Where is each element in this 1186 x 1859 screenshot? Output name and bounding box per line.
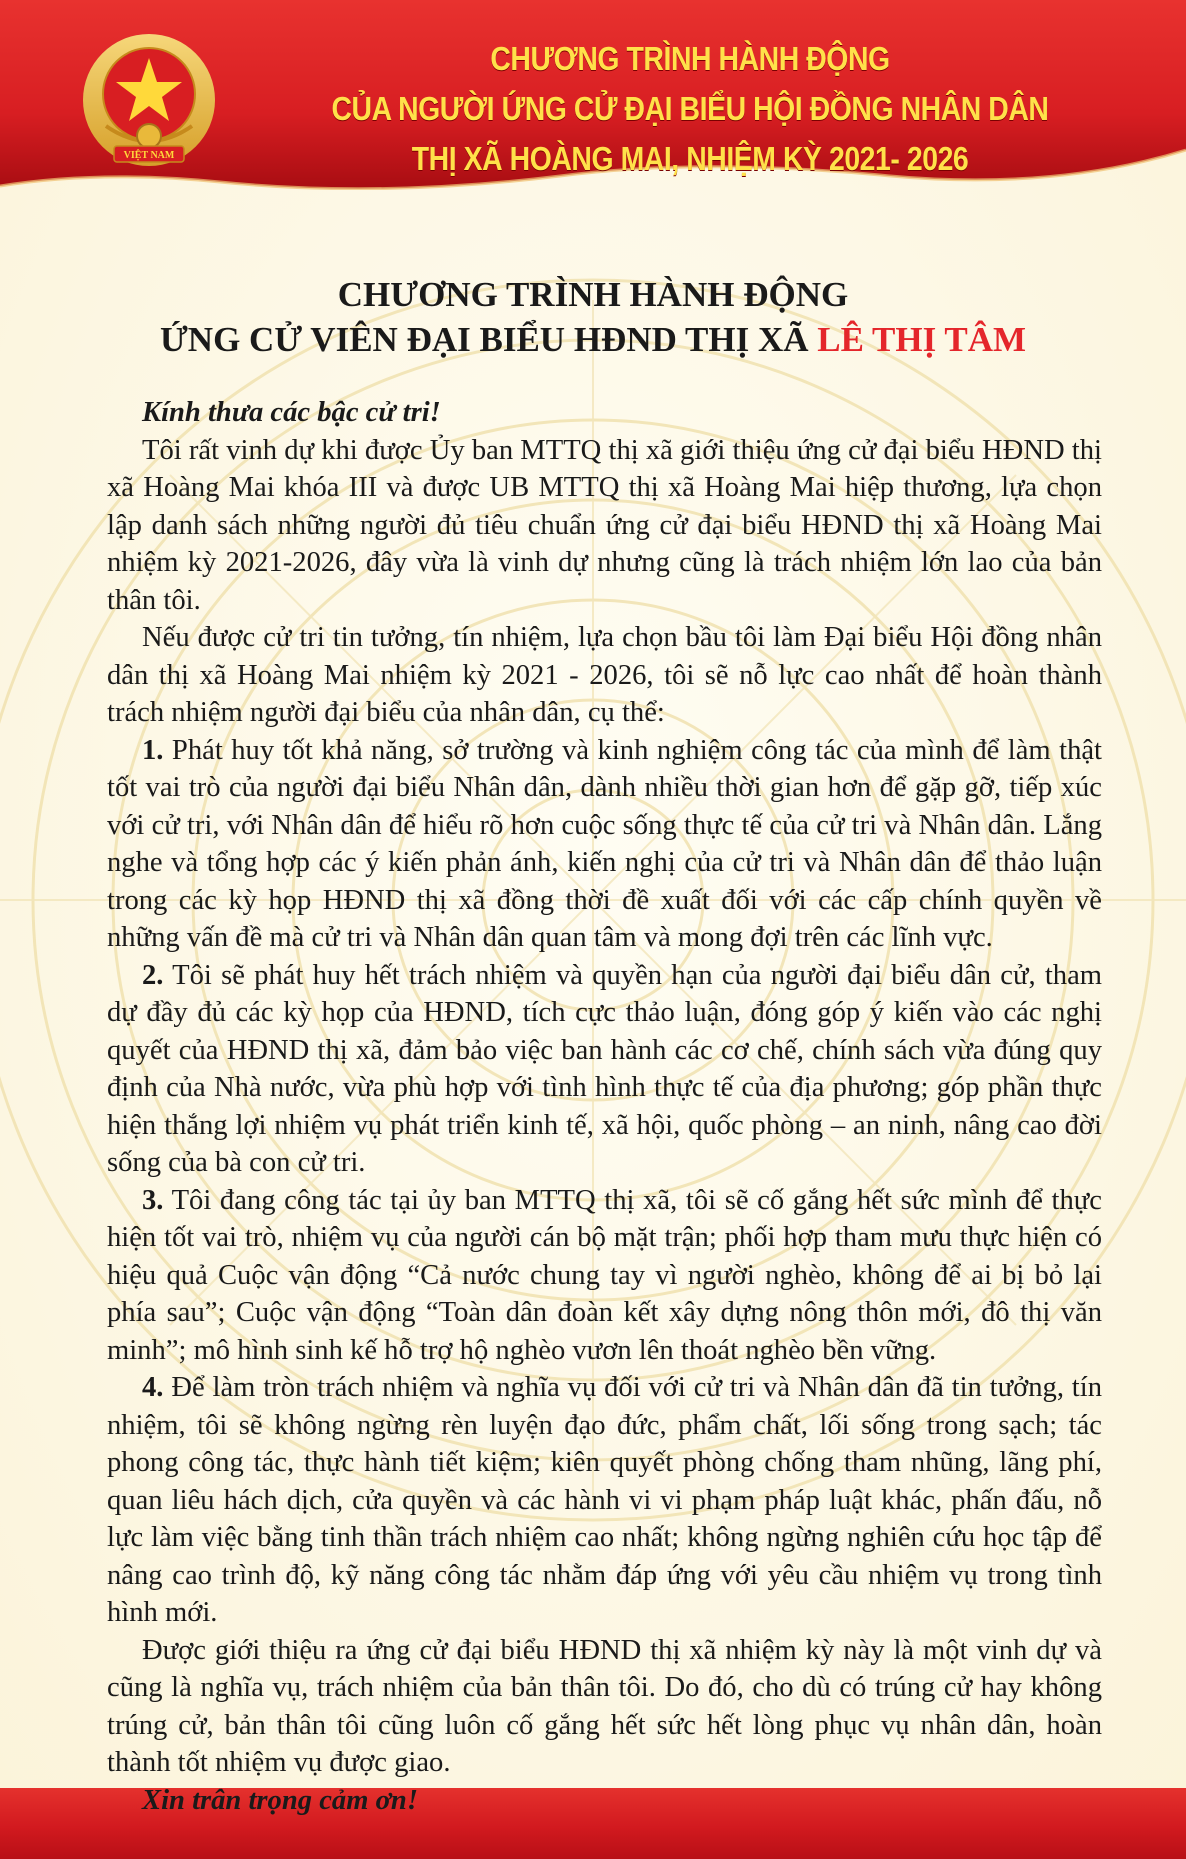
document-title-line-1: CHƯƠNG TRÌNH HÀNH ĐỘNG (337, 275, 849, 314)
greeting: Kính thưa các bậc cử tri! (142, 397, 441, 428)
paragraph-conclusion: Được giới thiệu ra ứng cử đại biểu HĐND thị xã nhiệm kỳ này là một vinh dự và cũng là nghĩa vụ, trách nhiệm của bản thân tôi. Do đó, cho dù có trúng cử hay không trúng cử, bản thân tôi cũng luôn cố gắng hết sức hết lòng phục vụ nhân dân, hoàn thành tốt nhiệm vụ được giao. (107, 1634, 1102, 1778)
list-item-4 (107, 1369, 1102, 1632)
header-line-2: CỦA NGƯỜI ỨNG CỬ ĐẠI BIỂU HỘI ĐỒNG NHÂN DÂN (331, 90, 1049, 127)
item-number: 2. (142, 959, 164, 991)
document-title-line-2 (0, 317, 1186, 362)
paragraph-commitment: Nếu được cử tri tin tưởng, tín nhiệm, lựa chọn bầu tôi làm Đại biểu Hội đồng nhân dân thị xã Hoàng Mai nhiệm kỳ 2021 - 2026, tôi sẽ nỗ lực cao nhất để hoàn thành trách nhiệm người đại biểu của nhân dân, cụ thể: (107, 622, 1102, 728)
item-text: Tôi đang công tác tại ủy ban MTTQ thị xã, tôi sẽ cố gắng hết sức mình để thực hiện tốt vai trò, nhiệm vụ của người cán bộ mặt trận; phối hợp tham mưu thực hiện có hiệu quả Cuộc vận động “Cả nước chung tay vì người nghèo, không để ai bị bỏ lại phía sau”; Cuộc vận động “Toàn dân đoàn kết xây dựng nông thôn mới, đô thị văn minh”; mô hình sinh kế hỗ trợ hộ nghèo vươn lên thoát nghèo bền vững. (107, 1184, 1102, 1366)
list-item-2 (107, 957, 1102, 1182)
item-text: Phát huy tốt khả năng, sở trường và kinh nghiệm công tác của mình để làm thật tốt vai trò của người đại biểu Nhân dân, dành nhiều thời gian hơn để gặp gỡ, tiếp xúc với cử tri, với Nhân dân để hiểu rõ hơn cuộc sống thực tế của cử tri và Nhân dân. Lắng nghe và tổng hợp các ý kiến phản ánh, kiến nghị của cử tri và Nhân dân để thảo luận trong các kỳ họp HĐND thị xã đồng thời đề xuất đối với các cấp chính quyền về những vấn đề mà cử tri và Nhân dân quan tâm và mong đợi trên các lĩnh vực. (107, 734, 1102, 953)
national-emblem-icon (74, 28, 224, 178)
title-prefix: ỨNG CỬ VIÊN ĐẠI BIỂU HĐND THỊ XÃ (159, 320, 818, 359)
candidate-name: LÊ THỊ TÂM (817, 320, 1027, 359)
letter-text (107, 394, 1102, 1819)
header-line-3: THỊ XÃ HOÀNG MAI, NHIỆM KỲ 2021- 2026 (411, 140, 969, 177)
header-title (250, 34, 1130, 184)
header-banner (0, 0, 1186, 190)
list-item-1 (107, 732, 1102, 957)
item-number: 3. (142, 1184, 164, 1216)
header-line-1: CHƯƠNG TRÌNH HÀNH ĐỘNG (490, 40, 890, 77)
document-body (0, 272, 1186, 1816)
closing-line: Xin trân trọng cảm ơn! (142, 1784, 418, 1816)
item-number: 4. (142, 1372, 164, 1403)
item-number: 1. (142, 734, 164, 766)
item-text: Tôi sẽ phát huy hết trách nhiệm và quyền hạn của người đại biểu dân cử, tham dự đầy đủ các kỳ họp của HĐND, tích cực thảo luận, đóng góp ý kiến vào các nghị quyết của HĐND thị xã, đảm bảo việc ban hành các cơ chế, chính sách vừa đúng quy định của Nhà nước, vừa phù hợp với tình hình thực tế của địa phương; góp phần thực hiện thắng lợi nhiệm vụ phát triển kinh tế, xã hội, quốc phòng – an ninh, nâng cao đời sống của bà con cử tri. (107, 959, 1102, 1178)
emblem-label: VIỆT NAM (123, 150, 175, 161)
item-text: Để làm tròn trách nhiệm và nghĩa vụ đối với cử tri và Nhân dân đã tin tưởng, tín nhiệm, tôi sẽ không ngừng rèn luyện đạo đức, phẩm chất, lối sống trong sạch; tác phong công tác, thực hành tiết kiệm; kiên quyết phòng chống tham nhũng, lãng phí, quan liêu hách dịch, cửa quyền và các hành vi vi phạm pháp luật khác, phấn đấu, nỗ lực làm việc bằng tinh thần trách nhiệm cao nhất; không ngừng nghiên cứu học tập để nâng cao trình độ, kỹ năng công tác nhằm đáp ứng với yêu cầu nhiệm vụ trong tình hình mới. (107, 1372, 1102, 1628)
paragraph-intro: Tôi rất vinh dự khi được Ủy ban MTTQ thị xã giới thiệu ứng cử đại biểu HĐND thị xã Hoàng Mai khóa III và được UB MTTQ thị xã Hoàng Mai hiệp thương, lựa chọn lập danh sách những người đủ tiêu chuẩn ứng cử đại biểu HĐND thị xã Hoàng Mai nhiệm kỳ 2021-2026, đây vừa là vinh dự nhưng cũng là trách nhiệm lớn lao của bản thân tôi. (107, 434, 1102, 616)
list-item-3 (107, 1182, 1102, 1370)
